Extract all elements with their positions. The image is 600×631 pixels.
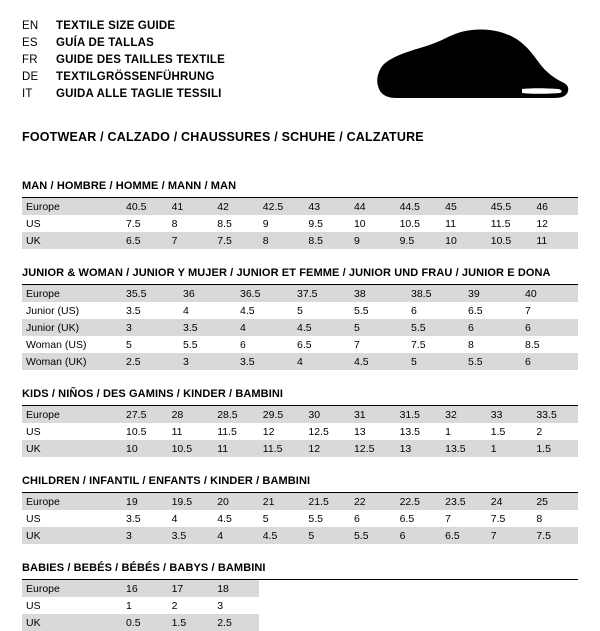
cell: 4.5 — [217, 512, 232, 525]
cell: 33.5 — [532, 406, 578, 423]
cell: 7.5 — [490, 512, 506, 525]
row-label: UK — [22, 440, 122, 457]
table-row — [22, 336, 578, 353]
cell: 6 — [240, 338, 246, 351]
table-row — [22, 614, 578, 631]
cell-empty — [532, 580, 578, 597]
cell: 10 — [441, 232, 487, 249]
language-code: IT — [22, 88, 33, 100]
footwear-heading: FOOTWEAR / CALZADO / CHAUSSURES / SCHUHE / CALZATURE — [22, 130, 424, 144]
row-label: UK — [22, 527, 122, 544]
cell: 44.5 — [396, 198, 442, 215]
language-code: DE — [22, 71, 39, 83]
cell: 6 — [521, 353, 578, 370]
cell: 5.5 — [183, 338, 198, 351]
cell: 11.5 — [217, 425, 237, 438]
cell: 22 — [350, 493, 396, 510]
cell: 8 — [259, 232, 305, 249]
section-kids — [22, 388, 578, 457]
cell: 11 — [532, 232, 578, 249]
cell: 1.5 — [168, 614, 214, 631]
row-label: Junior (US) — [26, 304, 80, 317]
cell: 5 — [407, 353, 464, 370]
row-label: Woman (US) — [26, 338, 87, 351]
cell: 11 — [171, 425, 183, 438]
cell: 10.5 — [399, 217, 420, 230]
cell: 3 — [122, 319, 179, 336]
cell: 9 — [350, 232, 396, 249]
language-code: ES — [22, 37, 38, 49]
section-title-babies: BABIES / BEBÉS / BÉBÉS / BABYS / BAMBINI — [22, 562, 578, 580]
cell-empty — [259, 614, 305, 631]
dress-shoe-icon — [372, 26, 572, 112]
cell: 9 — [262, 217, 269, 230]
table-row — [22, 510, 578, 527]
table-row — [22, 406, 578, 423]
table-row — [22, 302, 578, 319]
cell: 42 — [213, 198, 259, 215]
cell: 35.5 — [122, 285, 179, 302]
table-row — [22, 423, 578, 440]
cell: 28 — [168, 406, 214, 423]
cell: 7 — [354, 338, 360, 351]
language-title: GUIDE DES TAILLES TEXTILE — [56, 54, 225, 66]
cell: 41 — [168, 198, 214, 215]
cell: 7 — [487, 527, 533, 544]
cell: 3.5 — [168, 527, 214, 544]
cell: 5.5 — [308, 512, 323, 525]
cell: 2.5 — [122, 353, 179, 370]
cell: 3 — [217, 599, 224, 612]
cell: 21.5 — [304, 493, 350, 510]
cell: 31.5 — [396, 406, 442, 423]
section-junior-woman — [22, 267, 578, 370]
cell-empty — [441, 580, 487, 597]
table-row — [22, 493, 578, 510]
cell: 4.5 — [259, 527, 305, 544]
cell: 3.5 — [179, 319, 236, 336]
cell: 5.5 — [350, 527, 396, 544]
cell: 12 — [536, 217, 549, 230]
table-row — [22, 353, 578, 370]
cell: 22.5 — [396, 493, 442, 510]
cell-empty — [441, 614, 487, 631]
cell: 12 — [304, 440, 350, 457]
language-row — [22, 35, 225, 51]
cell: 5 — [262, 512, 269, 525]
cell: 4 — [171, 512, 178, 525]
cell: 6 — [353, 512, 360, 525]
cell: 30 — [304, 406, 350, 423]
cell: 10.5 — [126, 425, 147, 438]
cell: 36.5 — [236, 285, 293, 302]
size-table-children — [22, 493, 578, 544]
language-row — [22, 18, 225, 34]
table-row — [22, 198, 578, 215]
cell: 6 — [464, 319, 521, 336]
section-babies — [22, 562, 578, 631]
cell: 7.5 — [213, 232, 259, 249]
cell: 2.5 — [213, 614, 259, 631]
cell: 1 — [126, 599, 132, 612]
cell-empty — [304, 614, 350, 631]
cell: 11.5 — [259, 440, 305, 457]
size-table-junior-woman — [22, 285, 578, 370]
table-row — [22, 319, 578, 336]
table-row — [22, 440, 578, 457]
cell-empty — [350, 580, 396, 597]
row-label: Europe — [22, 285, 122, 302]
section-title-junior-woman: JUNIOR & WOMAN / JUNIOR Y MUJER / JUNIOR ET FEMME / JUNIOR UND FRAU / JUNIOR E DONA — [22, 267, 578, 285]
cell: 24 — [487, 493, 533, 510]
cell: 21 — [259, 493, 305, 510]
cell: 40 — [521, 285, 578, 302]
page-header — [22, 18, 578, 112]
table-row — [22, 285, 578, 302]
cell: 2 — [536, 425, 543, 438]
cell: 3.5 — [126, 512, 141, 525]
cell: 10.5 — [487, 232, 533, 249]
cell: 7.5 — [411, 338, 426, 351]
row-label: Europe — [22, 198, 122, 215]
cell: 4 — [236, 319, 293, 336]
table-row — [22, 580, 578, 597]
cell: 2 — [171, 599, 178, 612]
cell: 12.5 — [308, 425, 329, 438]
cell: 25 — [532, 493, 578, 510]
row-label: Europe — [22, 580, 122, 597]
cell: 12 — [262, 425, 275, 438]
cell: 8.5 — [217, 217, 232, 230]
cell: 6.5 — [468, 304, 483, 317]
cell-empty — [532, 614, 578, 631]
language-title-list — [22, 18, 225, 102]
language-title: TEXTILGRÖSSENFÜHRUNG — [56, 71, 215, 83]
section-title-children: CHILDREN / INFANTIL / ENFANTS / KINDER / BAMBINI — [22, 475, 578, 493]
cell: 8 — [171, 217, 178, 230]
cell: 13 — [396, 440, 442, 457]
cell: 5.5 — [407, 319, 464, 336]
cell: 4 — [213, 527, 259, 544]
cell: 7 — [168, 232, 214, 249]
cell: 16 — [122, 580, 168, 597]
cell: 10 — [353, 217, 366, 230]
language-row — [22, 52, 225, 68]
cell: 11 — [445, 217, 457, 230]
cell: 12.5 — [350, 440, 396, 457]
cell: 5 — [126, 338, 132, 351]
cell: 33 — [487, 406, 533, 423]
cell: 20 — [213, 493, 259, 510]
cell: 19 — [122, 493, 168, 510]
cell: 17 — [168, 580, 214, 597]
table-row — [22, 215, 578, 232]
cell-empty — [304, 580, 350, 597]
cell: 11 — [213, 440, 259, 457]
cell: 6.5 — [122, 232, 168, 249]
cell: 3.5 — [236, 353, 293, 370]
cell: 6.5 — [297, 338, 312, 351]
cell: 4 — [293, 353, 350, 370]
cell: 39 — [464, 285, 521, 302]
cell: 1 — [445, 425, 451, 438]
cell: 3 — [179, 353, 236, 370]
row-label: US — [26, 217, 41, 230]
cell: 19.5 — [168, 493, 214, 510]
row-label: Europe — [22, 493, 122, 510]
cell: 6 — [521, 319, 578, 336]
cell: 36 — [179, 285, 236, 302]
cell: 8.5 — [304, 232, 350, 249]
row-label: US — [26, 512, 41, 525]
cell: 8.5 — [525, 338, 540, 351]
cell: 44 — [350, 198, 396, 215]
cell: 6 — [411, 304, 417, 317]
cell: 8 — [468, 338, 474, 351]
language-title: TEXTILE SIZE GUIDE — [56, 20, 176, 32]
row-label: UK — [22, 232, 122, 249]
cell: 11.5 — [490, 217, 511, 230]
section-children — [22, 475, 578, 544]
cell: 38.5 — [407, 285, 464, 302]
language-row — [22, 86, 225, 102]
cell: 10.5 — [168, 440, 214, 457]
cell: 32 — [441, 406, 487, 423]
cell: 7.5 — [126, 217, 141, 230]
cell: 5.5 — [354, 304, 369, 317]
cell: 9.5 — [396, 232, 442, 249]
cell: 40.5 — [122, 198, 168, 215]
cell: 6 — [396, 527, 442, 544]
cell: 38 — [350, 285, 407, 302]
cell: 31 — [350, 406, 396, 423]
cell: 29.5 — [259, 406, 305, 423]
cell: 13 — [353, 425, 366, 438]
section-title-man: MAN / HOMBRE / HOMME / MANN / MAN — [22, 180, 578, 198]
cell-empty — [350, 614, 396, 631]
cell: 23.5 — [441, 493, 487, 510]
cell: 3.5 — [126, 304, 141, 317]
cell: 6.5 — [399, 512, 415, 525]
language-title: GUIDA ALLE TAGLIE TESSILI — [56, 88, 222, 100]
cell: 1.5 — [490, 425, 506, 438]
cell: 37.5 — [293, 285, 350, 302]
language-row — [22, 69, 225, 85]
cell: 42.5 — [259, 198, 305, 215]
cell: 4.5 — [293, 319, 350, 336]
cell: 7.5 — [532, 527, 578, 544]
cell: 7 — [445, 512, 451, 525]
table-row — [22, 232, 578, 249]
cell: 9.5 — [308, 217, 323, 230]
cell: 5 — [297, 304, 303, 317]
cell-empty — [259, 580, 305, 597]
row-label: UK — [22, 614, 122, 631]
cell: 46 — [532, 198, 578, 215]
cell: 45.5 — [487, 198, 533, 215]
cell: 1 — [487, 440, 533, 457]
size-table-kids — [22, 406, 578, 457]
size-table-man — [22, 198, 578, 249]
size-table-babies — [22, 580, 578, 631]
language-title: GUÍA DE TALLAS — [56, 37, 154, 49]
cell: 5 — [304, 527, 350, 544]
cell: 18 — [213, 580, 259, 597]
cell: 13.5 — [399, 425, 420, 438]
cell: 7 — [525, 304, 531, 317]
section-man — [22, 180, 578, 249]
cell-empty — [396, 614, 442, 631]
cell: 5.5 — [464, 353, 521, 370]
cell: 4 — [183, 304, 189, 317]
cell: 8 — [536, 512, 543, 525]
cell-empty — [396, 580, 442, 597]
cell: 4.5 — [240, 304, 255, 317]
cell-empty — [487, 580, 533, 597]
cell: 0.5 — [122, 614, 168, 631]
cell: 3 — [122, 527, 168, 544]
table-row — [22, 527, 578, 544]
cell: 13.5 — [441, 440, 487, 457]
cell: 43 — [304, 198, 350, 215]
section-title-kids: KIDS / NIÑOS / DES GAMINS / KINDER / BAMBINI — [22, 388, 578, 406]
cell: 10 — [122, 440, 168, 457]
language-code: FR — [22, 54, 38, 66]
cell: 4.5 — [350, 353, 407, 370]
cell: 27.5 — [122, 406, 168, 423]
row-label: Junior (UK) — [22, 319, 122, 336]
cell: 5 — [350, 319, 407, 336]
language-code: EN — [22, 20, 39, 32]
cell: 6.5 — [441, 527, 487, 544]
row-label: Europe — [22, 406, 122, 423]
cell: 45 — [441, 198, 487, 215]
row-label: US — [26, 425, 41, 438]
row-label: US — [26, 599, 41, 612]
cell-empty — [487, 614, 533, 631]
row-label: Woman (UK) — [22, 353, 122, 370]
cell: 28.5 — [213, 406, 259, 423]
cell: 1.5 — [532, 440, 578, 457]
